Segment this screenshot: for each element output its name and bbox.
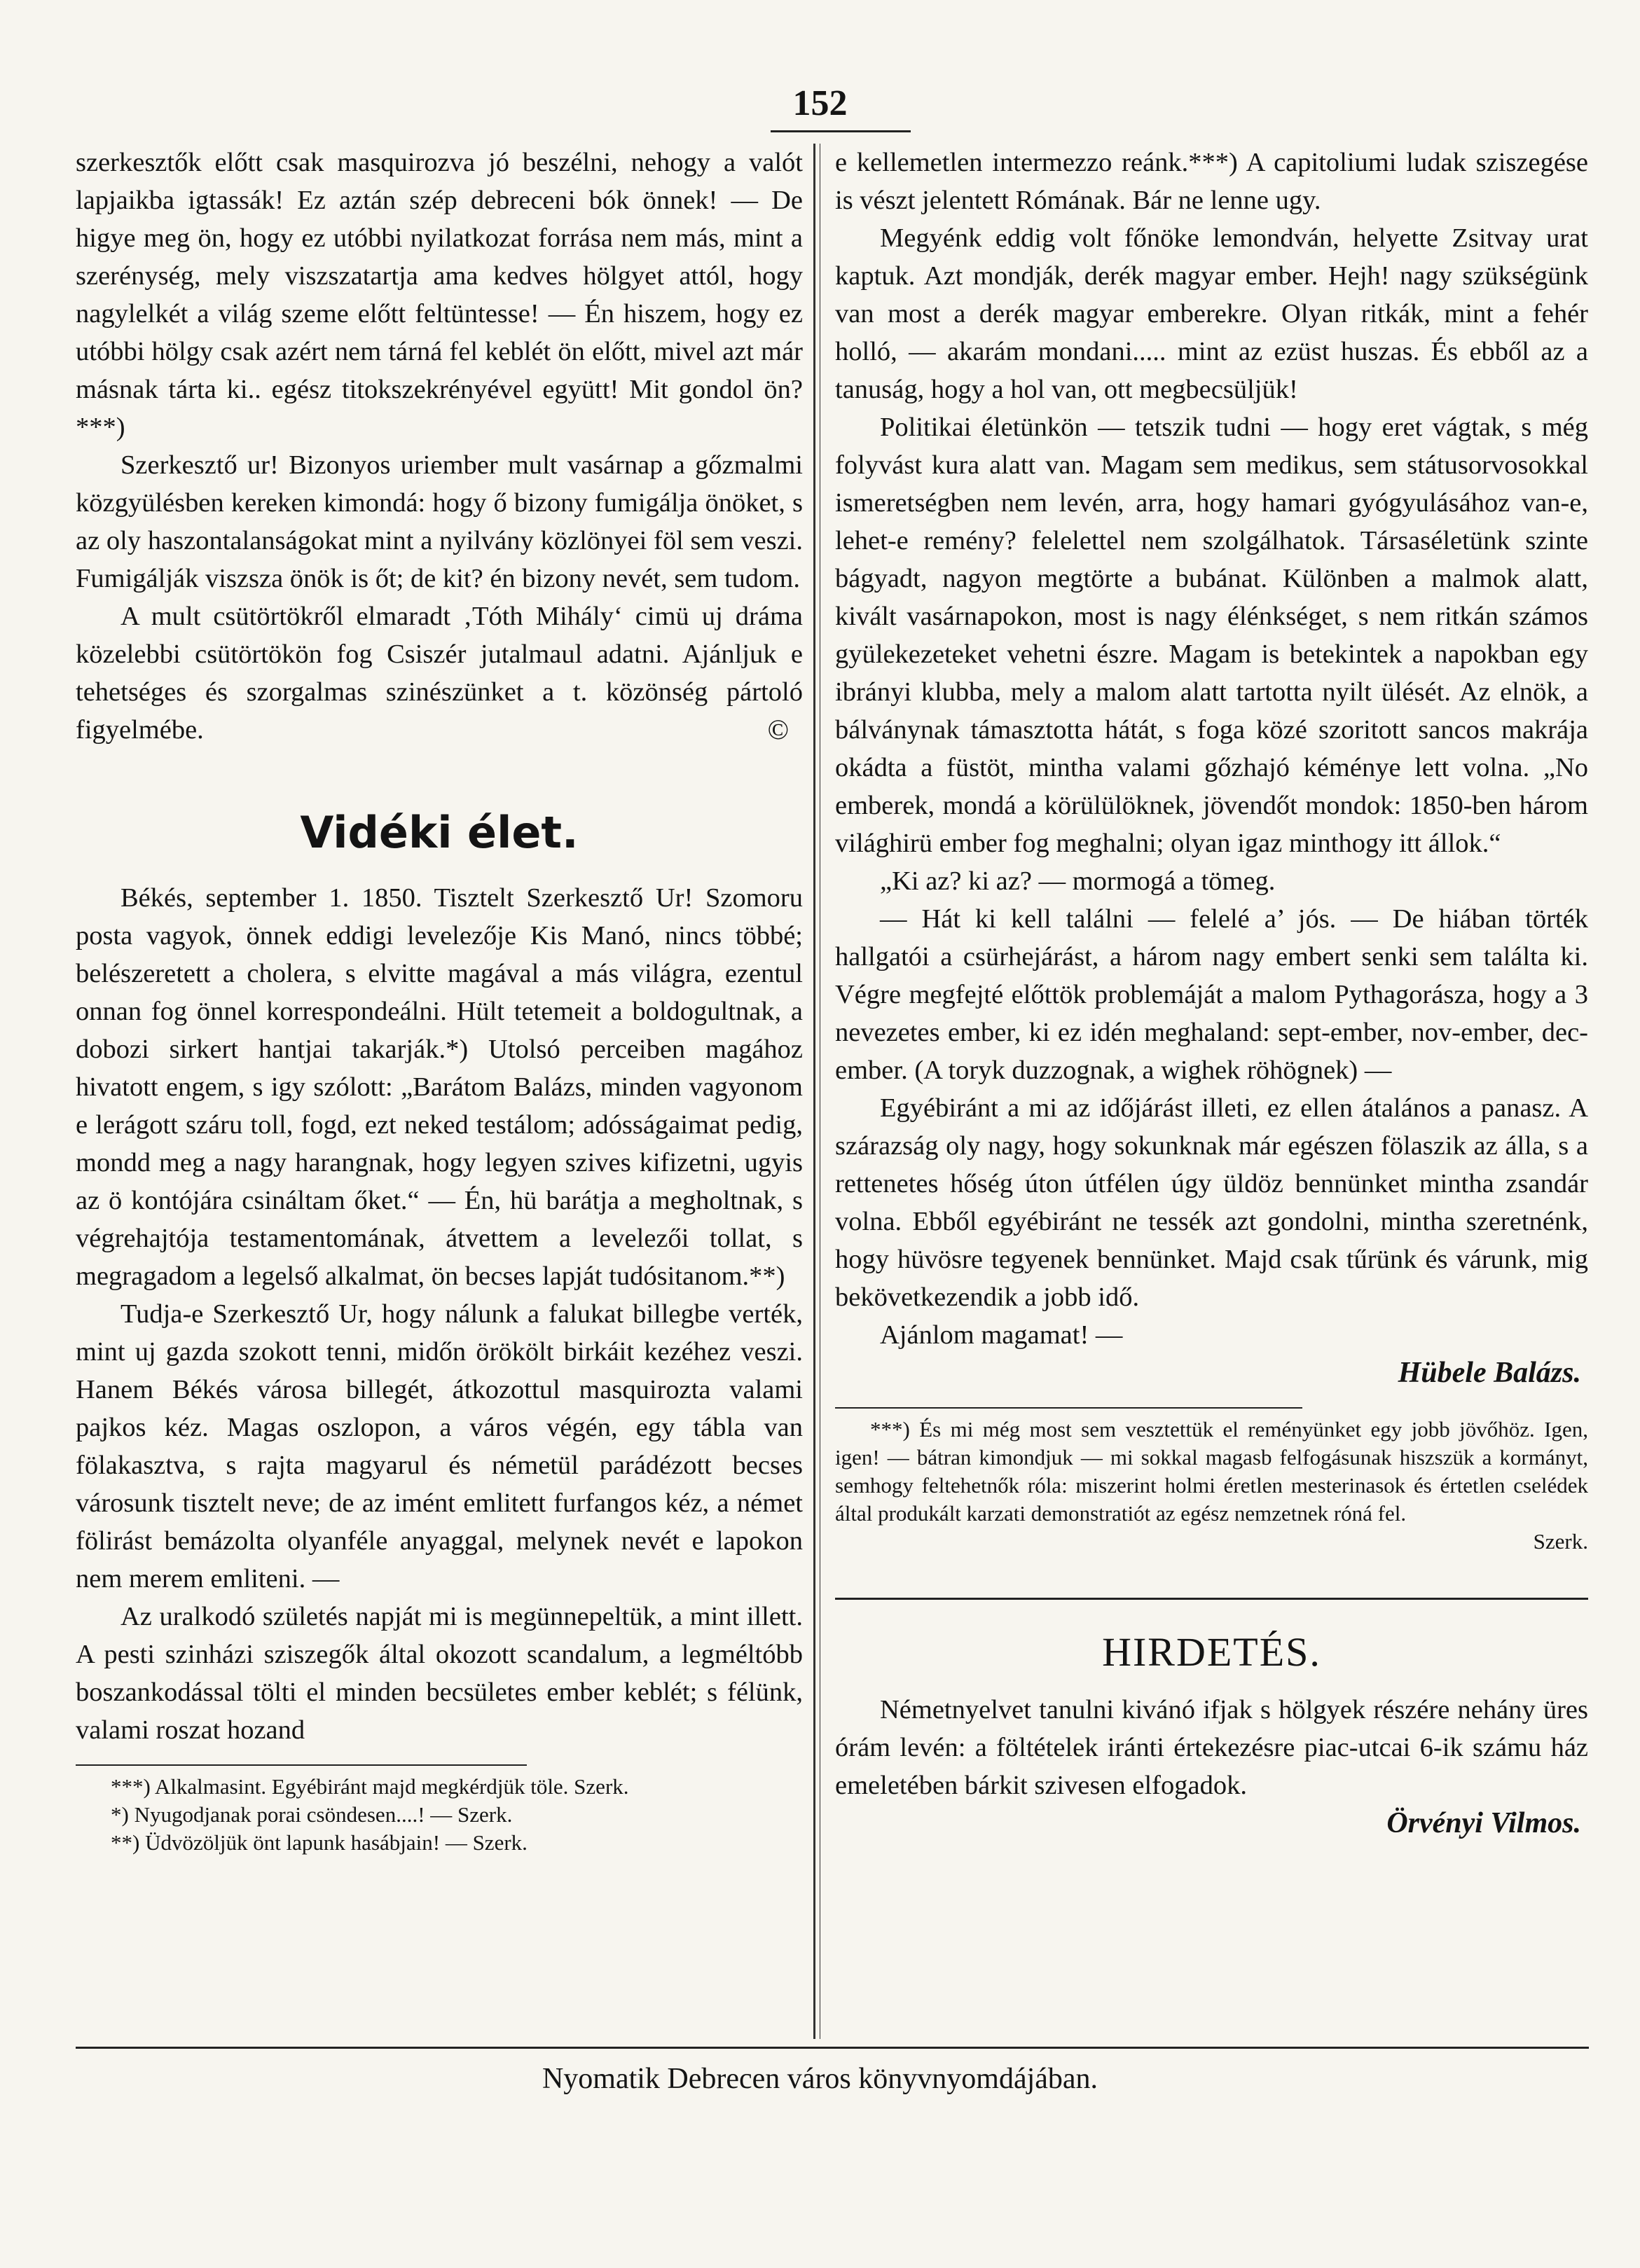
page-number: 152 bbox=[792, 83, 848, 123]
left-paragraph-6: Az uralkodó születés napját mi is megünnepeltük, a mint illett. A pesti szinházi sziszegők által okozott scandalum, a legméltóbb boszankodással tölti el minden becsületes ember keblét; s félünk, valami roszat hozand bbox=[76, 1602, 803, 1745]
copyright-mark-icon: © bbox=[767, 714, 789, 745]
footnote-2: *) Nyugodjanak porai csöndesen....! — Szerk. bbox=[111, 1802, 513, 1827]
footnote-3: **) Üdvözöljük önt lapunk hasábjain! — Szerk. bbox=[111, 1830, 528, 1855]
right-paragraph-6: Egyébiránt a mi az időjárást illeti, ez ellen átalános a panasz. A szárazság oly nagy, hogy sokunknak már egészen fölaszik az álla, s a rettenetes hőség úton útfélen úgy üldöz bennünket mintha zsandár volna. Ebből egyébiránt ne tessék azt gondolni, mintha szeretnénk, hogy hüvösre tegyenek bennünket. Majd csak tűrünk és várunk, mig bekövetkezendik a jobb idő. bbox=[835, 1093, 1588, 1312]
footnote-rule-right bbox=[835, 1407, 1302, 1409]
right-footnotes bbox=[835, 1416, 1588, 1556]
column-divider bbox=[813, 144, 820, 2039]
right-paragraph-1: e kellemetlen intermezzo reánk.***) A capitoliumi ludak sziszegése is vészt jelentett Rómának. Bár ne lenne ugy. bbox=[835, 148, 1588, 215]
right-paragraph-2: Megyénk eddig volt főnöke lemondván, helyette Zsitvay urat kaptuk. Azt mondják, derék magyar ember. Hejh! nagy szükségünk van most a derék magyar emberekre. Olyan ritkák, mint a fehér holló, — akarám mondani..... mint az ezüst huszas. És ebből az a tanuság, hogy a hol van, ott megbecsüljük! bbox=[835, 223, 1588, 404]
section-heading: Vidéki élet. bbox=[300, 807, 579, 858]
left-column bbox=[76, 144, 803, 1965]
left-paragraph-3-text: A mult csütörtökről elmaradt ‚Tóth Mihály‘ cimü uj dráma közelebbi csütörtökön fog Csiszér jutalmaul adatni. Ajánljuk e tehetséges és szorgalmas szinészünket a t. közönség pártoló figyelmébe. bbox=[76, 602, 803, 745]
right-paragraph-3: Politikai életünkön — tetszik tudni — hogy eret vágtak, s még folyvást kura alatt van. Magam sem medikus, sem státusorvosokkal ismeretségben nem levén, arra, hogy hamari gyógyulásához van-e, lehet-e remény? felelettel nem szolgálhatok. Társaséletünk szinte bágyadt, nagyon megtörte a bubánat. Különben a malmok alatt, kivált vasárnapokon, most is nagy élénkséget, s nem ritkán számos gyülekezeteket vehetni észre. Magam is betekintek a napokban egy ibrányi klubba, mely a malom alatt tartotta nyilt ülését. Az elnök, a bálványnak támasztotta hátát, s foga közé szoritott sancos makrája okádta a füstöt, mintha valami gőzhajó kéménye lett volna. „No emberek, mondá a körülülöknek, jövendőt mondok: 1850-ben három világhirü ember fog meghalni; olyan igaz minthogy itt állok.“ bbox=[835, 413, 1588, 858]
header-rule bbox=[771, 130, 911, 132]
right-paragraph-7: Ajánlom magamat! — bbox=[880, 1320, 1123, 1350]
left-paragraph-2: Szerkesztő ur! Bizonyos uriember mult vasárnap a gőzmalmi közgyülésben kereken kimondá: hogy ő bizony fumigálja önöket, s az oly haszontalanságokat mint a nyilvány közlönyei föl sem veszi. Fumigálják viszsza önök is őt; de kit? én bizony nevét, sem tudom. bbox=[76, 450, 803, 593]
footnote-rule bbox=[76, 1764, 527, 1766]
right-paragraph-4: „Ki az? ki az? — mormogá a tömeg. bbox=[880, 866, 1276, 896]
left-paragraph-5: Tudja-e Szerkesztő Ur, hogy nálunk a falukat billegbe verték, mint uj gazda szokott tenni, midőn örökölt birkáit kezéhez veszi. Hanem Békés városa billegét, átkozottul masquirozta valami pajkos kéz. Magas oszlopon, a város végén, egy tábla van fölakasztva, s rajta magyarul és németül parádézott becses városunk tisztelt neve; de az imént emlitett furfangos kéz, a német fölirást bemázolta olyanféle anyaggal, melynek nevét e lapokon nem merem emliteni. — bbox=[76, 1299, 803, 1593]
right-footnote-1: ***) És mi még most sem vesztettük el reményünket egy jobb jövőhöz. Igen, igen! — bátran kimondjuk — mi sokkal magasb felfogásunak hiszszük a kormányt, semhogy feltehetnők róla: miszerint holmi éretlen mesterinasok és értetlen cselédek által produkált karzati demonstratiót az egész nemzetnek róná fel. bbox=[835, 1417, 1588, 1526]
advert-title: HIRDETÉS. bbox=[1102, 1629, 1321, 1675]
advert-signature: Örvényi Vilmos. bbox=[1386, 1807, 1581, 1839]
right-footnote-signature: Szerk. bbox=[1533, 1529, 1588, 1554]
left-paragraph-4: Békés, september 1. 1850. Tisztelt Szerkesztő Ur! Szomoru posta vagyok, önnek eddigi levelezője Kis Manó, nincs többé; belészeretett a cholera, s elvitte magával a más világra, ezentul onnan fog önnel korrespondeálni. Hült tetemeit a boldogultnak, a dobozi sirkert hantjai takarják.*) Utolsó perceiben magához hivatott engem, s igy szólott: „Barátom Balázs, minden vagyonom e lerágott száru toll, fogd, ezt neked testálom; adósságaimat pedig, mondd meg a nagy harangnak, hogy legyen szives kifizetni, ugyis az ö kontójára csináltam őket.“ — Én, hü barátja a megholtnak, s végrehajtója testamentomának, átvettem a levelezői tollat, s megragadom a legelső alkalmat, ön becses lapját tudósitanom.**) bbox=[76, 883, 803, 1291]
advert-rule bbox=[835, 1598, 1588, 1600]
printer-imprint: Nyomatik Debrecen város könyvnyomdájában. bbox=[542, 2063, 1098, 2095]
right-paragraph-5: — Hát ki kell találni — felelé a’ jós. — De hiában törték hallgatói a csürhejárást, a három nagy embert senki sem találta ki. Végre megfejté előttök problemáját a malom Pythagorásza, hogy a 3 nevezetes ember, ki ez idén meghaland: sept-ember, nov-ember, dec-ember. (A toryk duzzognak, a wighek röhögnek) — bbox=[835, 904, 1588, 1085]
bottom-rule bbox=[76, 2047, 1589, 2049]
left-paragraph-3 bbox=[76, 597, 803, 749]
author-signature: Hübele Balázs. bbox=[1398, 1357, 1581, 1389]
footnote-1: ***) Alkalmasint. Egyébiránt majd megkérdjük töle. Szerk. bbox=[111, 1774, 629, 1799]
left-footnotes bbox=[76, 1773, 803, 1857]
left-paragraph-1: szerkesztők előtt csak masquirozva jó beszélni, nehogy a valót lapjaikba igtassák! Ez aztán szép debreceni bók önnek! — De higye meg ön, hogy ez utóbbi nyilatkozat forrása nem más, mint a szerénység, mely viszszatartja ama kedves hölgyet attól, hogy nagylelkét a világ szeme előtt feltüntesse! — Én hiszem, hogy ez utóbbi hölgy csak azért nem tárná fel keblét ön előtt, mivel azt már másnak tárta ki.. egész titokszekrényével együtt! Mit gondol ön?***) bbox=[76, 148, 803, 442]
advert-text: Németnyelvet tanulni kivánó ifjak s hölgyek részére nehány üres órám levén: a föltételek iránti értekezésre piac-utcai 6-ik számu ház emeletében bárkit szivesen elfogadok. bbox=[835, 1695, 1588, 1800]
right-column bbox=[835, 144, 1588, 2007]
